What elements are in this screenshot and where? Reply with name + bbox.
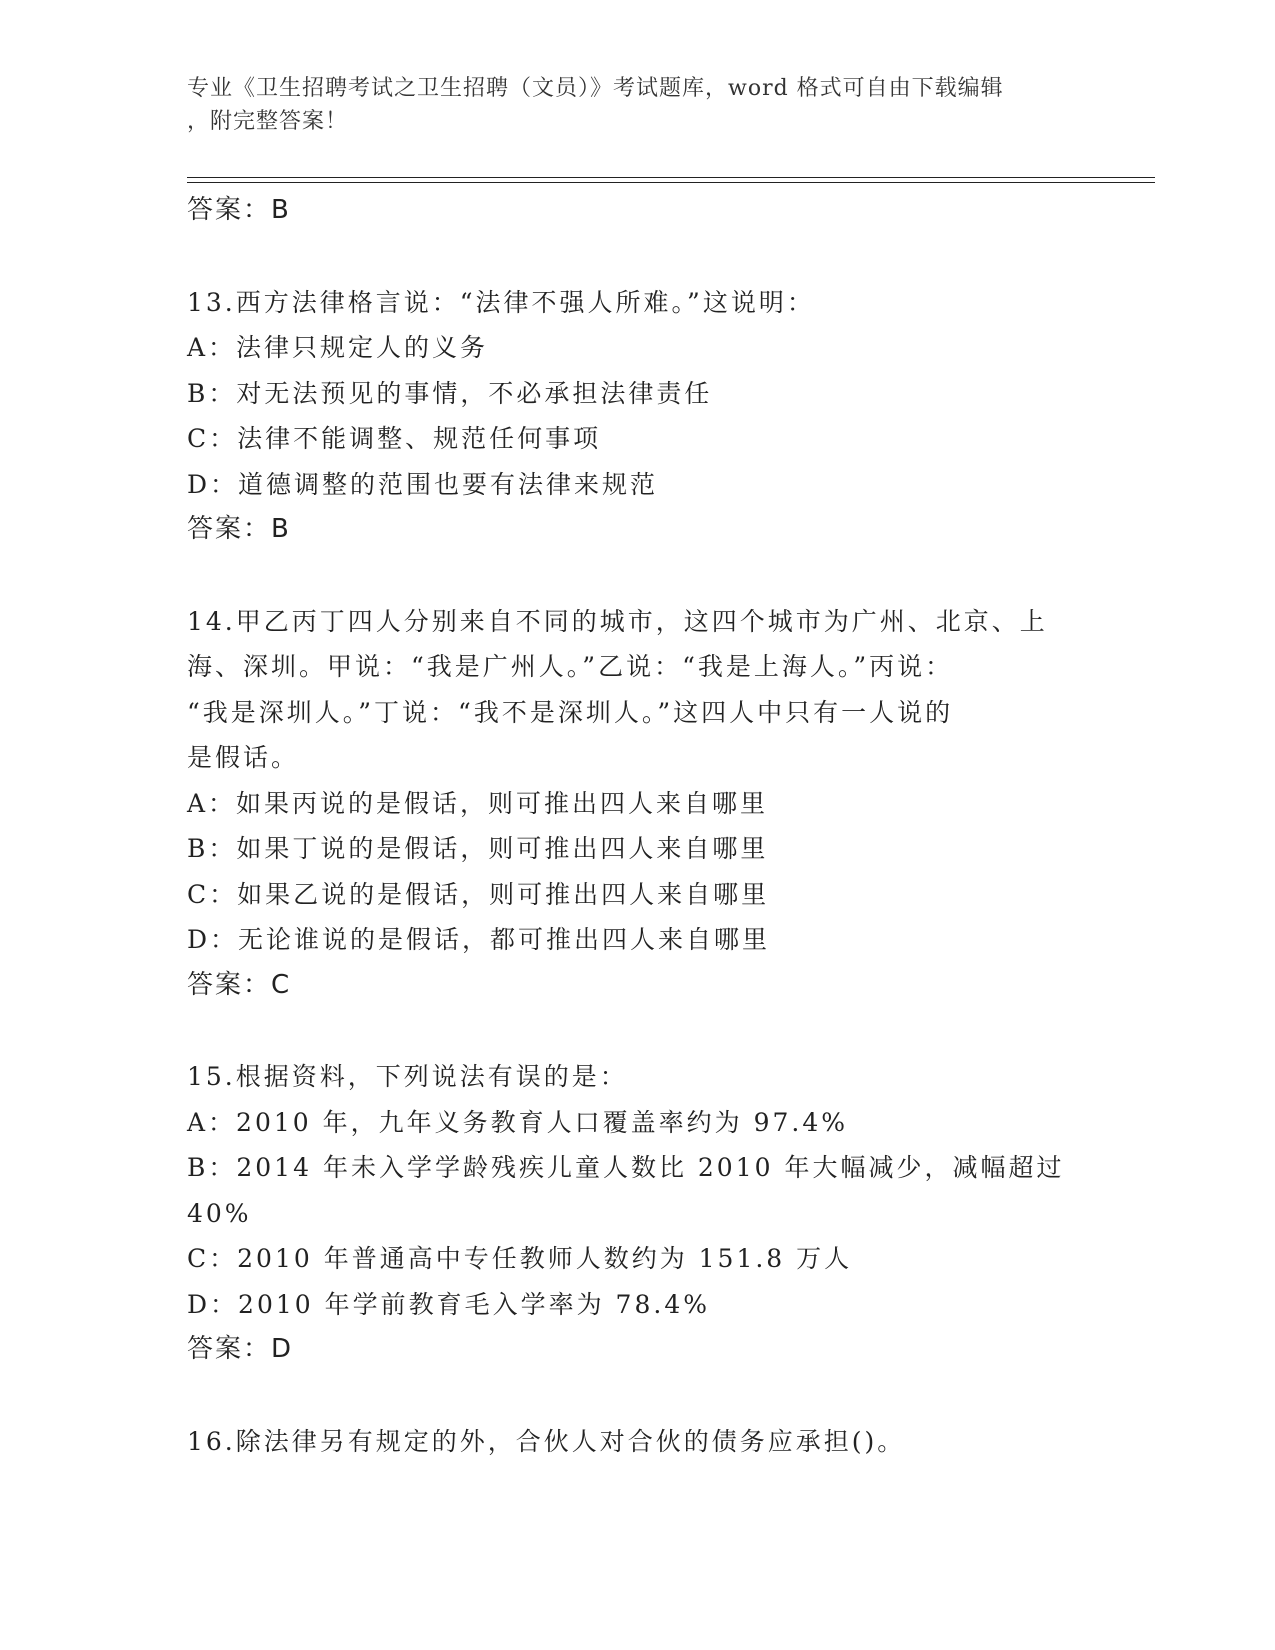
header-divider-bottom bbox=[187, 182, 1155, 183]
option-a: A：2010 年，九年义务教育人口覆盖率约为 97.4% bbox=[187, 1107, 848, 1137]
option-a: A：如果丙说的是假话，则可推出四人来自哪里 bbox=[187, 788, 769, 818]
previous-answer: 答案：B bbox=[187, 195, 291, 225]
spacer bbox=[187, 553, 1087, 599]
header-divider-top bbox=[187, 177, 1155, 178]
question-13 bbox=[187, 280, 1087, 553]
option-d: D：2010 年学前教育毛入学率为 78.4% bbox=[187, 1289, 710, 1319]
document-header bbox=[187, 72, 1057, 138]
option-c: C：法律不能调整、规范任何事项 bbox=[187, 424, 602, 453]
question-stem: 15.根据资料，下列说法有误的是： bbox=[187, 1062, 628, 1091]
question-stem: 13.西方法律格言说：“法律不强人所难。”这说明： bbox=[187, 287, 815, 317]
question-stem: 16.除法律另有规定的外，合伙人对合伙的债务应承担()。 bbox=[187, 1426, 906, 1456]
header-line-1: 专业《卫生招聘考试之卫生招聘（文员）》考试题库，word 格式可自由下载编辑 bbox=[187, 76, 1004, 101]
question-stem-line-2: 海、深圳。甲说：“我是广州人。”乙说：“我是上海人。”丙说： bbox=[187, 652, 954, 681]
question-stem-line-1: 14.甲乙丙丁四人分别来自不同的城市，这四个城市为广州、北京、上 bbox=[187, 606, 1048, 636]
option-a: A：法律只规定人的义务 bbox=[187, 333, 489, 362]
answer: 答案：D bbox=[187, 1334, 294, 1364]
question-15 bbox=[187, 1054, 1087, 1373]
option-b: B：对无法预见的事情，不必承担法律责任 bbox=[187, 378, 713, 408]
header-line-2: ，附完整答案！ bbox=[187, 109, 349, 134]
document-body bbox=[187, 188, 1087, 1464]
option-b-line-2: 40% bbox=[187, 1198, 252, 1228]
answer: 答案：B bbox=[187, 514, 291, 544]
question-stem-line-3: “我是深圳人。”丁说：“我不是深圳人。”这四人中只有一人说的 bbox=[187, 697, 954, 727]
option-c: C：如果乙说的是假话，则可推出四人来自哪里 bbox=[187, 879, 770, 909]
spacer bbox=[187, 1373, 1087, 1419]
option-b: B：如果丁说的是假话，则可推出四人来自哪里 bbox=[187, 834, 769, 863]
spacer bbox=[187, 1008, 1087, 1054]
question-16 bbox=[187, 1419, 1087, 1465]
question-stem-line-4: 是假话。 bbox=[187, 743, 300, 772]
answer: 答案：C bbox=[187, 969, 292, 1000]
spacer bbox=[187, 234, 1087, 280]
option-b-line-1: B：2014 年未入学学龄残疾儿童人数比 2010 年大幅减少，减幅超过 bbox=[187, 1153, 1065, 1182]
option-c: C：2010 年普通高中专任教师人数约为 151.8 万人 bbox=[187, 1244, 853, 1273]
question-14 bbox=[187, 599, 1087, 1009]
option-d: D：无论谁说的是假话，都可推出四人来自哪里 bbox=[187, 925, 771, 954]
option-d: D：道德调整的范围也要有法律来规范 bbox=[187, 469, 659, 499]
